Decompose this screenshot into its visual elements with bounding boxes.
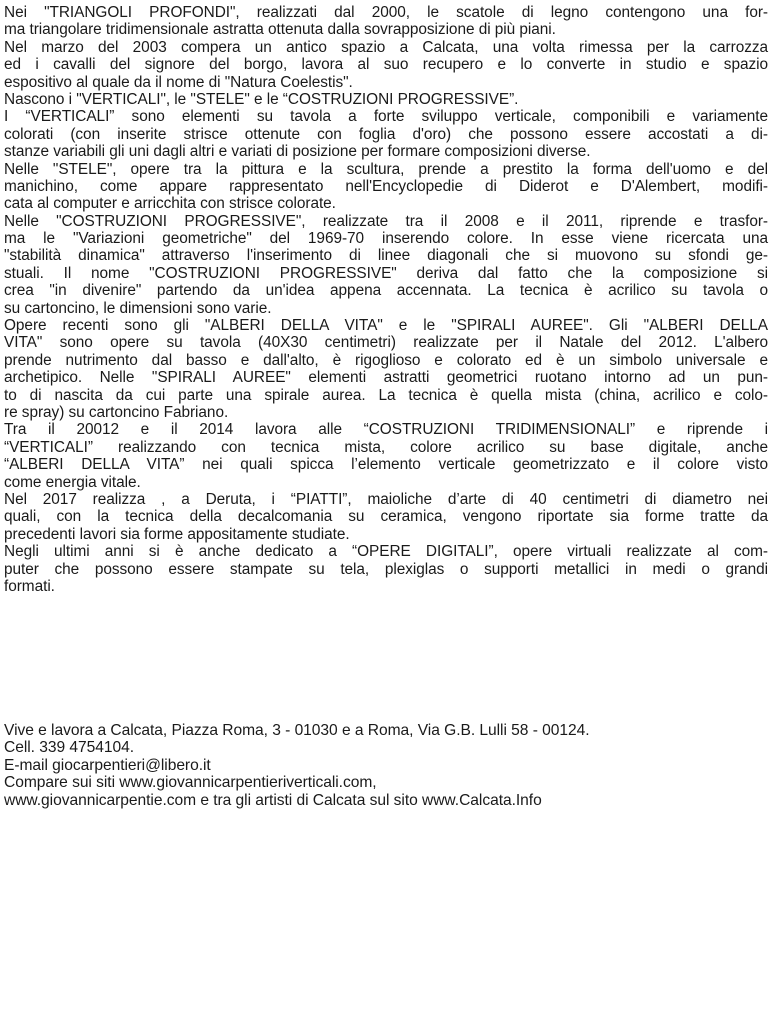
text-line: Nel 2017 realizza , a Deruta, i “PIATTI”, maioliche d’arte di 40 centimetri di diametro nei <box>4 490 768 508</box>
text-line: ma triangolare tridimensionale astratta ottenuta dalla sovrapposizione di più piani. <box>4 21 556 39</box>
text-line: to di nascita da cui parte una spirale aurea. La tecnica è quella mista (china, acrilico e colo- <box>4 386 768 404</box>
text-line: Nei "TRIANGOLI PROFONDI", realizzati dal 2000, le scatole di legno contengono una for- <box>4 4 768 21</box>
text-line: manichino, come appare rappresentato nell'Encyclopedie di Diderot e D'Alembert, modifi- <box>4 177 768 195</box>
address-line: Vive e lavora a Calcata, Piazza Roma, 3 - 01030 e a Roma, Via G.B. Lulli 58 - 00124. <box>4 722 590 739</box>
text-line: ma le "Variazioni geometriche" del 1969-70 inserendo colore. In esse viene ricercata una <box>4 230 768 248</box>
text-line: crea "in divenire" partendo da un'idea appena accennata. La tecnica è acrilico su tavola o <box>4 282 768 300</box>
text-line: “VERTICALI” realizzando con tecnica mista, colore acrilico su base digitale, anche <box>4 438 768 456</box>
text-line: come energia vitale. <box>4 473 141 491</box>
text-line: Nelle "STELE", opere tra la pittura e la scultura, prende a prestito la forma dell'uomo e del <box>4 160 768 178</box>
text-line: "stabilità dinamica" attraverso l'inserimento di linee diagonali che si muovono su sfondi ge- <box>4 247 768 265</box>
text-line: archetipico. Nelle "SPIRALI AUREE" elementi astratti geometrici ruotano intorno ad un pun- <box>4 369 768 387</box>
text-line: Nel marzo del 2003 compera un antico spazio a Calcata, una volta rimessa per la carrozza <box>4 38 768 56</box>
contact-info <box>4 722 768 809</box>
text-line: Nelle "COSTRUZIONI PROGRESSIVE", realizzate tra il 2008 e il 2011, riprende e trasfor- <box>4 212 768 230</box>
text-line: re spray) su cartoncino Fabriano. <box>4 403 229 421</box>
email-line: E-mail giocarpentieri@libero.it <box>4 756 211 774</box>
text-line: Opere recenti sono gli "ALBERI DELLA VITA" e le "SPIRALI AUREE". Gli "ALBERI DELLA <box>4 317 768 335</box>
text-line: ed i cavalli del signore del borgo, lavora al suo recupero e lo converte in studio e spazio <box>4 56 768 74</box>
websites-line: Compare sui siti www.giovannicarpentieriverticali.com, <box>4 774 377 792</box>
text-line: prende nutrimento dal basso e dall'alto, è rigoglioso e colorato ed è un simbolo universale e <box>4 351 768 369</box>
text-line: Nascono i "VERTICALI", le "STELE" e le “COSTRUZIONI PROGRESSIVE”. <box>4 90 519 108</box>
text-line: stanze variabili gli uni dagli altri e variati di posizione per formare composizioni diverse. <box>4 143 591 161</box>
text-line: “ALBERI DELLA VITA” nei quali spicca l’elemento verticale geometrizzato e il colore visto <box>4 456 768 474</box>
phone-line: Cell. 339 4754104. <box>4 739 135 757</box>
text-line: stuali. Il nome "COSTRUZIONI PROGRESSIVE" deriva dal fatto che la composizione si <box>4 264 768 282</box>
text-line: colorati (con inserite strisce ottenute con foglia d'oro) che possono essere accostati a di- <box>4 125 768 143</box>
text-line: cata al computer e arricchita con strisce colorate. <box>4 195 336 213</box>
biography-text <box>4 4 768 595</box>
text-line: VITA" sono opere su tavola (40X30 centimetri) realizzate per il Natale del 2012. L'albero <box>4 334 768 352</box>
text-line: su cartoncino, le dimensioni sono varie. <box>4 299 272 317</box>
websites-line-continued: www.giovannicarpentie.com e tra gli artisti di Calcata sul sito www.Calcata.Info <box>4 791 542 809</box>
text-line: precedenti lavori sia forme appositamente studiate. <box>4 525 350 543</box>
text-line: puter che possono essere stampate su tela, plexiglas o supporti metallici in medi o grandi <box>4 560 768 578</box>
text-line: formati. <box>4 577 55 595</box>
text-line: espositivo al quale da il nome di "Natura Coelestis". <box>4 73 353 91</box>
text-line: I “VERTICALI” sono elementi su tavola a forte sviluppo verticale, componibili e variamente <box>4 108 768 126</box>
text-line: Tra il 20012 e il 2014 lavora alle “COSTRUZIONI TRIDIMENSIONALI” e riprende i <box>4 421 768 439</box>
text-line: Negli ultimi anni si è anche dedicato a “OPERE DIGITALI”, opere virtuali realizzate al com- <box>4 543 768 561</box>
text-line: quali, con la tecnica della decalcomania su ceramica, vengono riportate sia forme tratte da <box>4 508 768 526</box>
